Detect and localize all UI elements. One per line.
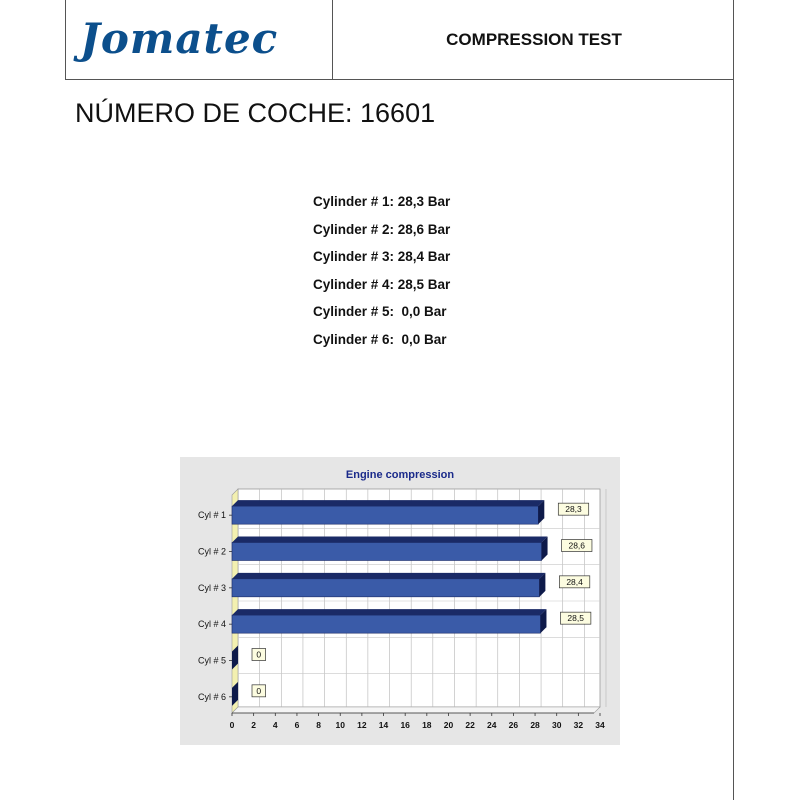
- bar: [232, 543, 542, 561]
- y-tick-label: Cyl # 5: [197, 655, 226, 666]
- x-tick-label: 10: [335, 720, 345, 730]
- cylinder-reading: Cylinder # 2: 28,6 Bar: [313, 221, 451, 237]
- y-tick-label: Cyl # 6: [197, 691, 226, 702]
- x-tick-label: 12: [357, 720, 367, 730]
- cylinder-readings: [313, 191, 450, 356]
- y-tick-label: Cyl # 1: [197, 510, 226, 521]
- data-label: 28,6: [568, 540, 586, 551]
- data-label: 28,5: [567, 613, 584, 624]
- x-tick-label: 14: [378, 720, 389, 730]
- x-tick-label: 4: [272, 720, 278, 730]
- car-number: NÚMERO DE COCHE: 16601: [75, 98, 436, 128]
- cylinder-reading: Cylinder # 5: 0,0 Bar: [313, 304, 447, 319]
- x-tick-label: 24: [487, 720, 497, 730]
- y-tick-label: Cyl # 4: [197, 619, 226, 630]
- bar-top-face: [232, 537, 548, 543]
- x-tick-label: 0: [229, 720, 235, 730]
- bar: [232, 615, 540, 633]
- chart-svg: [180, 457, 620, 745]
- logo-swoosh-icon: [96, 55, 316, 61]
- cylinder-reading: Cylinder # 4: 28,5 Bar: [313, 276, 451, 292]
- report-title: COMPRESSION TEST: [446, 29, 622, 49]
- data-label: 0: [256, 649, 262, 660]
- x-tick-label: 32: [573, 720, 584, 730]
- x-tick-label: 30: [551, 720, 562, 730]
- data-label: 28,4: [566, 576, 583, 587]
- chart-title: Engine compression: [345, 469, 455, 481]
- company-logo: Jomatec: [80, 14, 279, 63]
- header-table: [65, 0, 734, 80]
- x-tick-label: 2: [251, 720, 257, 730]
- bar-top-face: [232, 500, 544, 506]
- engine-compression-chart: [180, 457, 620, 745]
- x-tick-label: 8: [316, 720, 321, 730]
- bar-top-face: [232, 573, 545, 579]
- x-tick-label: 26: [508, 720, 519, 730]
- data-label: 0: [256, 685, 262, 696]
- x-tick-label: 16: [400, 720, 410, 730]
- plot-floor: [232, 707, 600, 713]
- x-tick-label: 18: [422, 720, 432, 730]
- bar-top-face: [232, 609, 546, 615]
- y-tick-label: Cyl # 2: [197, 546, 226, 557]
- page-border-right: [733, 80, 734, 800]
- y-tick-label: Cyl # 3: [197, 582, 226, 593]
- cylinder-reading: Cylinder # 1: 28,3 Bar: [313, 194, 451, 209]
- x-tick-label: 22: [465, 720, 475, 730]
- bar: [232, 579, 539, 597]
- x-tick-label: 20: [443, 720, 454, 730]
- x-tick-label: 6: [294, 720, 300, 730]
- cylinder-reading: Cylinder # 3: 28,4 Bar: [313, 249, 451, 264]
- cylinder-reading: Cylinder # 6: 0,0 Bar: [313, 331, 447, 347]
- x-tick-label: 28: [530, 720, 540, 730]
- logo-cell: [66, 0, 333, 79]
- bar: [232, 506, 538, 524]
- x-tick-label: 34: [595, 720, 605, 730]
- data-label: 28,3: [565, 504, 582, 515]
